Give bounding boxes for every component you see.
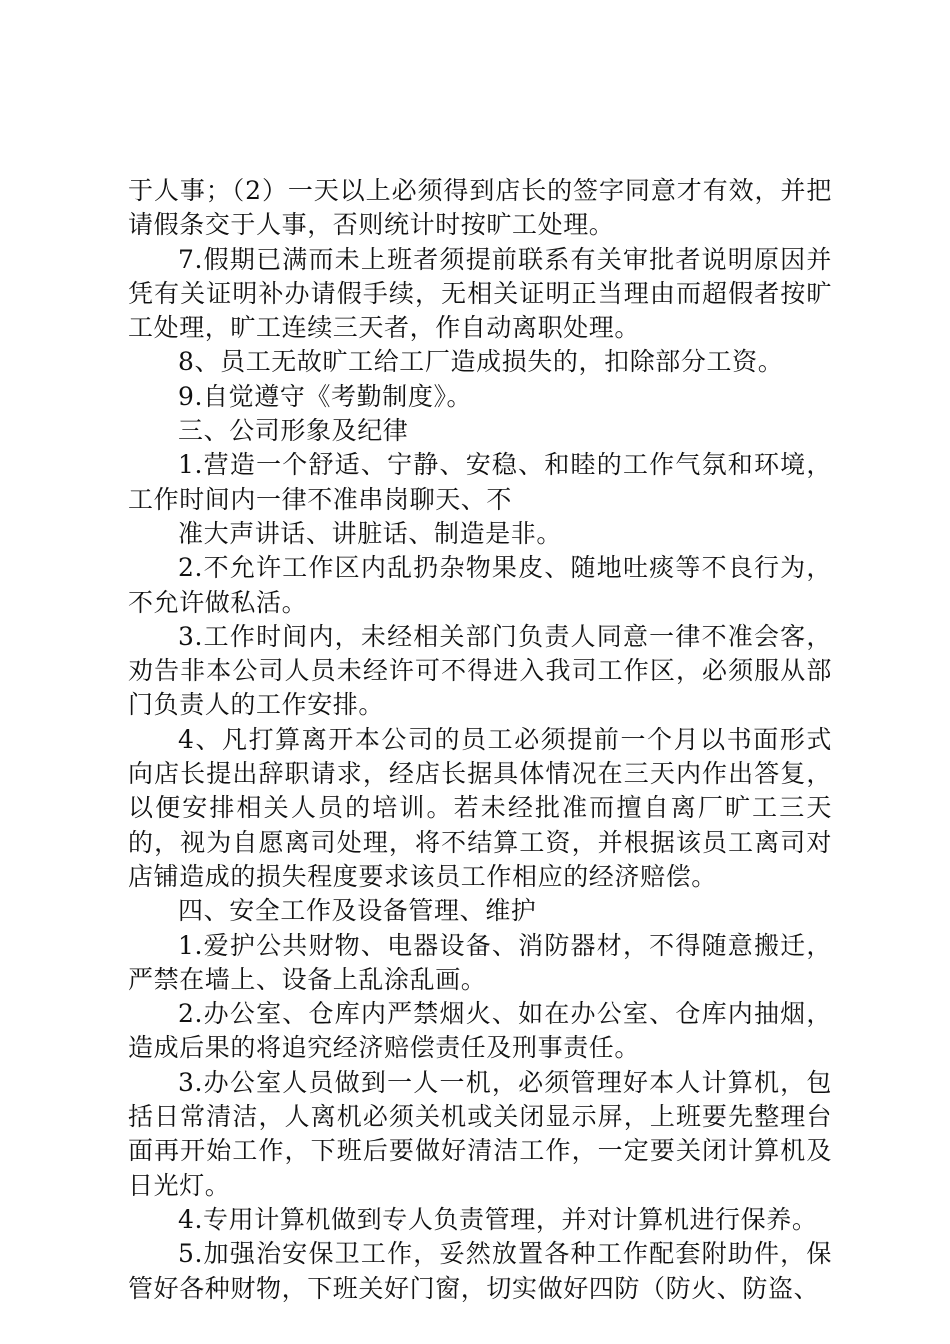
document-page xyxy=(128,174,832,1306)
paragraph-14: 3.办公室人员做到一人一机，必须管理好本人计算机，包括日常清洁，人离机必须关机或关闭显示屏，上班要先整理台面再开始工作，下班后要做好清洁工作，一定要关闭计算机及日光灯。 xyxy=(128,1067,832,1200)
section-heading-4: 四、安全工作及设备管理、维护 xyxy=(178,896,537,926)
paragraph-12: 1.爱护公共财物、电器设备、消防器材，不得随意搬迁，严禁在墙上、设备上乱涂乱画。 xyxy=(128,930,832,994)
paragraph-7: 准大声讲话、讲脏话、制造是非。 xyxy=(178,518,563,548)
paragraph-13: 2.办公室、仓库内严禁烟火、如在办公室、仓库内抽烟，造成后果的将追究经济赔偿责任及刑事责任。 xyxy=(128,999,832,1063)
paragraph-10: 4、凡打算离开本公司的员工必须提前一个月以书面形式向店长提出辞职请求，经店长据具体情况在三天内作出答复，以便安排相关人员的培训。若未经批准而擅自离厂旷工三天的，视为自愿离司处理，将不结算工资，并根据该员工离司对店铺造成的损失程度要求该员工作相应的经济赔偿。 xyxy=(128,724,832,891)
paragraph-1: 于人事；（2）一天以上必须得到店长的签字同意才有效，并把请假条交于人事，否则统计时按旷工处理。 xyxy=(128,176,832,240)
paragraph-9: 3.工作时间内，未经相关部门负责人同意一律不准会客，劝告非本公司人员未经许可不得进入我司工作区，必须服从部门负责人的工作安排。 xyxy=(128,621,832,720)
section-heading-3: 三、公司形象及纪律 xyxy=(178,416,409,446)
paragraph-8: 2.不允许工作区内乱扔杂物果皮、随地吐痰等不良行为，不允许做私活。 xyxy=(128,553,832,617)
paragraph-6: 1.营造一个舒适、宁静、安稳、和睦的工作气氛和环境，工作时间内一律不准串岗聊天、不 xyxy=(128,450,832,514)
paragraph-16: 5.加强治安保卫工作，妥然放置各种工作配套附助件，保管好各种财物，下班关好门窗，切实做好四防（防火、防盗、 xyxy=(128,1239,832,1303)
paragraph-3: 8、员工无故旷工给工厂造成损失的，扣除部分工资。 xyxy=(178,347,784,377)
paragraph-4: 9.自觉遵守《考勤制度》。 xyxy=(178,381,473,411)
paragraph-2: 7.假期已满而未上班者须提前联系有关审批者说明原因并凭有关证明补办请假手续，无相关证明正当理由而超假者按旷工处理，旷工连续三天者，作自动离职处理。 xyxy=(128,244,832,343)
paragraph-15: 4.专用计算机做到专人负责管理，并对计算机进行保养。 xyxy=(178,1204,818,1234)
